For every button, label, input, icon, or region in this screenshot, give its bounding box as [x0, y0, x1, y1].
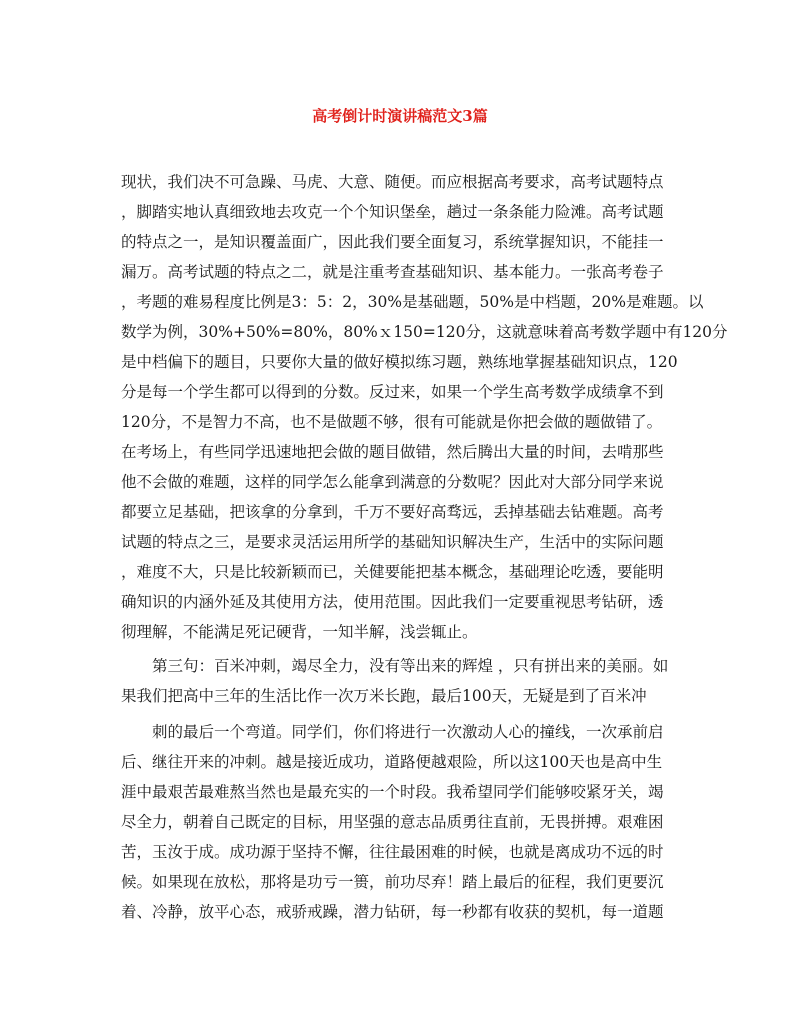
text-line: 果我们把高中三年的生活比作一次万米长跑，最后100天，无疑是到了百米冲 — [121, 687, 647, 705]
text-line: 候。如果现在放松，那将是功亏一篑，前功尽弃！踏上最后的征程，我们更要沉 — [121, 873, 664, 891]
text-line: 着、冷静，放平心态，戒骄戒躁，潜力钻研，每一秒都有收获的契机，每一道题 — [121, 903, 664, 921]
text-line: 后、继往开来的冲刺。越是接近成功，道路便越艰险，所以这100天也是高中生 — [121, 753, 663, 771]
text-line: 都要立足基础，把该拿的分拿到，千万不要好高骛远，丢掉基础去钻难题。高考 — [121, 503, 664, 521]
text-line: 漏万。高考试题的特点之二，就是注重考查基础知识、基本能力。一张高考卷子 — [121, 263, 664, 281]
text-line: 在考场上，有些同学迅速地把会做的题目做错，然后腾出大量的时间，去啃那些 — [121, 443, 664, 461]
text-line: 分是每一个学生都可以得到的分数。反过来，如果一个学生高考数学成绩拿不到 — [121, 383, 664, 401]
text-line: 第三句：百米冲刺，竭尽全力，没有等出来的辉煌 ，只有拼出来的美丽。如 — [152, 657, 669, 675]
text-line: 确知识的内涵外延及其使用方法，使用范围。因此我们一定要重视思考钻研，透 — [121, 593, 664, 611]
text-line: 是中档偏下的题目，只要你大量的做好模拟练习题，熟练地掌握基础知识点，120 — [121, 353, 678, 371]
text-line: ，难度不大，只是比较新颖而已，关健要能把基本概念，基础理论吃透，要能明 — [121, 563, 664, 581]
text-line: 彻理解，不能满足死记硬背，一知半解，浅尝辄止。 — [121, 623, 478, 641]
text-line: 试题的特点之三，是要求灵活运用所学的基础知识解决生产，生活中的实际问题 — [121, 533, 664, 551]
text-line: 涯中最艰苦最难熬当然也是最充实的一个时段。我希望同学们能够咬紧牙关，竭 — [121, 783, 664, 801]
text-line: ，脚踏实地认真细致地去攻克一个个知识堡垒，趟过一条条能力险滩。高考试题 — [121, 203, 664, 221]
text-line: 他不会做的难题，这样的同学怎么能拿到满意的分数呢？因此对大部分同学来说 — [121, 473, 664, 491]
text-line: 120分，不是智力不高，也不是做题不够，很有可能就是你把会做的题做错了。 — [121, 413, 663, 431]
document-title: 高考倒计时演讲稿范文3篇 — [312, 107, 488, 125]
text-line: 苦，玉汝于成。成功源于坚持不懈，往往最困难的时候，也就是离成功不远的时 — [121, 843, 664, 861]
text-line: 数学为例，30%+50%=80%，80%ｘ150=120分，这就意味着高考数学题中有120分 — [121, 323, 728, 341]
text-line: 尽全力，朝着自己既定的目标，用坚强的意志品质勇往直前，无畏拼搏。艰难困 — [121, 813, 664, 831]
text-line: 刺的最后一个弯道。同学们，你们将进行一次激动人心的撞线，一次承前启 — [152, 723, 664, 741]
text-line: ，考题的难易程度比例是3：5：2，30%是基础题，50%是中档题，20%是难题。以 — [121, 293, 704, 311]
text-line: 的特点之一，是知识覆盖面广，因此我们要全面复习，系统掌握知识，不能挂一 — [121, 233, 664, 251]
text-line: 现状，我们决不可急躁、马虎、大意、随便。而应根据高考要求，高考试题特点 — [121, 173, 664, 191]
